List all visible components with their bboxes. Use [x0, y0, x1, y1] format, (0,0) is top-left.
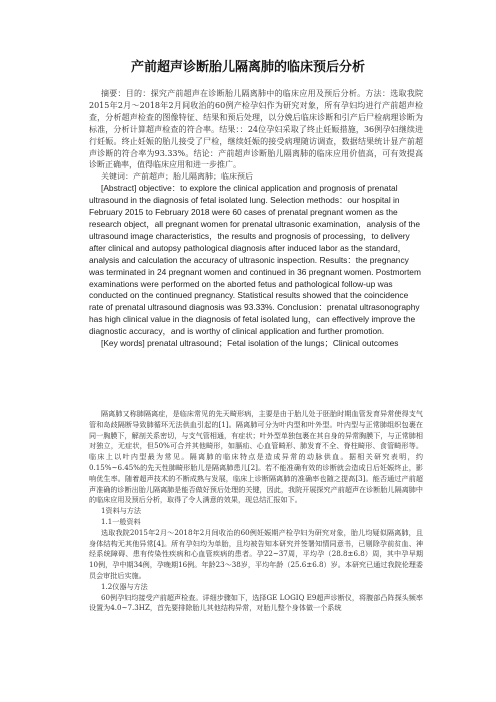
section-heading-1-2: 1.2仪器与方法: [101, 581, 148, 591]
article-title: 产前超声诊断胎儿隔离肺的临床预后分析: [130, 60, 365, 75]
abstract-chinese: 摘要：目的：探究产前超声在诊断胎儿隔离肺中的临床应用及预后分析。方法：选取我院2015年2月～2018年2月间收治的60例产检孕妇作为研究对象，所有孕妇均进行产前超声检查，分析超声检查的图像特征、结果和预后处理，以分娩后临床诊断和引产后尸检病理诊断为标准，分析计算超声检查的符合率。结果：：24位孕妇采取了终止妊娠措施，36例孕妇继续进行妊娠。终止妊娠的胎儿接受了尸检，继续妊娠的接受病理随访调查，数据结果统计显产前超声诊断的符合率为93.33%。结论：产前超声诊断胎儿隔离肺的临床应用价值高，可有效提高诊断正确率，值得临床应用和进一步推广。: [89, 89, 423, 170]
paragraph-1-2: 60例孕妇均接受产前超声检查。详细步骤如下，选择GE LOGIQ E9超声诊断仪，将腹部凸阵探头频率设置为4.0~7.3HZ，首先要排除胎儿其他结构异常，对胎儿整个身体做一个系统: [89, 592, 423, 613]
abstract-block: [89, 88, 423, 350]
intro-paragraph: 隔离肺又称肺隔离症，是临床常见的先天畸形病，主要是由于胎儿处于胚胎时期血管发育异常使得支气管和岛歧隔断导致肺循环无法供血引起的[1]。隔离肺可分为叶内型和叶外型。叶内型与正常肺组织包裹在同一胸膜下，解剖关系密切，与支气管相通，有症状；叶外型单独包裹在其自身的异常胸膜下，与正常肺相对独立，无症状，但50%可合并其他畸形，如膈疝、心血管畸形、肺发育不全、脊柱畸形、食管畸形等。临床上以叶内型最为常见。隔离肺的临床特点是造成异常的动脉供血。据相关研究表明，约0.15%~6.45%的先天性肺畸形胎儿是隔离肺患儿[2]。若不能准确有效的诊断就会造成日后妊娠终止，影响优生率。随着超声技术的不断成熟与发展，临床上诊断隔离肺的准确率也随之提高[3]。能否通过产前超声准确的诊断出胎儿隔离肺是能否做好预后处理的关键，因此，我院开展探究产前超声在诊断胎儿隔离肺中的临床应用及预后分析，取得了令人满意的效果，现总结汇报如下。: [89, 409, 423, 505]
keywords-english: [Key words] prenatal ultrasound；Fetal isolation of the lungs；Clinical outcomes: [101, 338, 399, 349]
paragraph-1-1: 选取我院2015年2月～2018年2月间收治的60例妊娠期产检孕妇为研究对象，胎儿均疑似隔离肺，且身体结构无其他异常[4]。所有孕妇均为单胎，且均被告知本研究并签署知情同意书，已剔除孕前贫血、神经系统障碍、患有传染性疾病和心血管疾病的患者。孕22~37周，平均孕（28.8±6.8）周，其中孕早期10例，孕中期34例，孕晚期16例。年龄23～38岁，平均年龄（25.6±6.8）岁。本研究已通过我院伦理委员会审批后实施。: [89, 527, 423, 580]
keywords-chinese: 关键词：产前超声；胎儿隔离肺；临床预后: [101, 172, 253, 182]
abstract-english: [Abstract] objective：to explore the clinical application and prognosis of prenatal ultrasound in the diagnosis of fetal isolated lung. Selection methods：our hospital in February 2015 to February 2018 were 60 cases of prenatal pregnant women as the research object，all pregnant women for prenatal ultrasonic examination，analysis of the ultrasound image characteristics，the results and prognosis of processing，to delivery after clinical and autopsy pathological diagnosis after induced labor as the standard，analysis and calculation the accuracy of ultrasonic inspection. Results：the pregnancy was terminated in 24 pregnant women and continued in 36 pregnant women. Postmortem examinations were performed on the aborted fetus and pathological follow-up was conducted on the continued pregnancy. Statistical results showed that the coincidence rate of prenatal ultrasound diagnosis was 93.33%. Conclusion：prenatal ultrasonography has high clinical value in the diagnosis of fetal isolated lung，can effectively improve the diagnostic accuracy，and is worthy of clinical application and further promotion.: [89, 183, 421, 337]
section-heading-1-1: 1.1一般资料: [101, 516, 141, 526]
body-block: [89, 409, 423, 614]
section-heading-1: 1资料与方法: [101, 506, 141, 516]
